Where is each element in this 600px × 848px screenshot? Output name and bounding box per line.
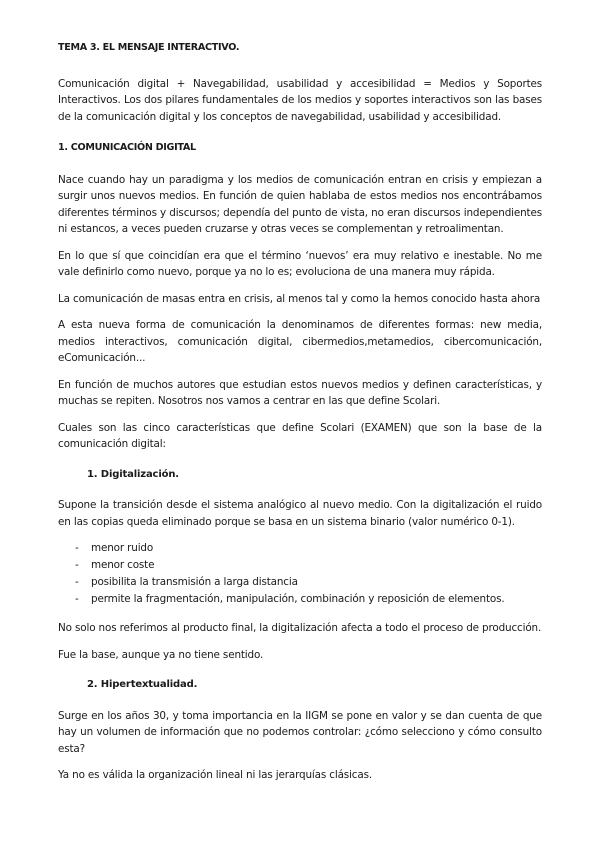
paragraph-base: Fue la base, aunque ya no tiene sentido.	[58, 648, 264, 661]
bullet-dash: -	[75, 593, 79, 605]
paragraph-nace: Nace cuando hay un paradigma y los medios de comunicación entran en crisis y empiezan a surgir unos nuevos medios. En función de quien hablaba de estos medios nos encontrábamos diferentes términos y discursos; dependía del punto de vista, no eran discursos independientes ni estancos, a veces pueden cruzarse y otras veces se complementan y retroalimentan.	[58, 173, 542, 235]
paragraph-autores: En función de muchos autores que estudian estos nuevos medios y definen características, y muchas se repiten. Nosotros nos vamos a centrar en las que define Scolari.	[58, 378, 542, 407]
list-item-text: permite la fragmentación, manipulación, combinación y reposición de elementos.	[91, 593, 505, 605]
paragraph-surge: Surge en los años 30, y toma importancia en la IIGM se pone en valor y se dan cuenta de que hay un volumen de información que no podemos controlar: ¿cómo selecciono y cómo consulto esta?	[58, 709, 542, 755]
bullet-dash: -	[75, 559, 79, 571]
paragraph-digitalizacion-intro: Supone la transición desde el sistema analógico al nuevo medio. Con la digitalización el ruido en las copias queda eliminado porque se basa en un sistema binario (valor numérico 0-1).	[58, 499, 542, 528]
paragraph-nuevos: En lo que sí que coincidían era que el término ‘nuevos’ era muy relativo e inestable. No me vale definirlo como nuevo, porque ya no lo es; evoluciona de una manera muy rápida.	[58, 249, 542, 278]
paragraph-organizacion: Ya no es válida la organización lineal ni las jerarquías clásicas.	[58, 769, 372, 781]
paragraph-masas: La comunicación de masas entra en crisis, al menos tal y como la hemos conocido hasta ahora	[58, 292, 541, 305]
subheading-digitalizacion: 1. Digitalización.	[87, 468, 179, 480]
paragraph-formas: A esta nueva forma de comunicación la denominamos de diferentes formas: new media, medios interactivos, comunicación digital, cibermedios,metamedios, cibercomunicación, eComunicación...	[58, 319, 542, 364]
list-item-text: menor coste	[91, 559, 155, 571]
subheading-hipertextualidad: 2. Hipertextualidad.	[87, 679, 198, 690]
section-heading-comunicacion-digital: 1. COMUNICACIÓN DIGITAL	[58, 142, 196, 153]
bullet-dash: -	[75, 576, 79, 588]
paragraph-proceso: No solo nos referimos al producto final, la digitalización afecta a todo el proceso de producción.	[58, 622, 542, 634]
paragraph-caracteristicas: Cuales son las cinco características que define Scolari (EXAMEN) que son la base de la comunicación digital:	[58, 421, 542, 450]
digitalizacion-bullet-list	[58, 540, 542, 608]
list-item	[58, 591, 542, 608]
list-item	[58, 574, 542, 591]
list-item	[58, 540, 542, 557]
document-title: TEMA 3. EL MENSAJE INTERACTIVO.	[58, 42, 240, 53]
list-item-text: posibilita la transmisión a larga distancia	[91, 576, 298, 588]
list-item-text: menor ruido	[91, 542, 154, 554]
intro-paragraph: Comunicación digital + Navegabilidad, usabilidad y accesibilidad = Medios y Soportes Interactivos. Los dos pilares fundamentales de los medios y soportes interactivos son las bases de la comunicación digital y los conceptos de navegabilidad, usabilidad y accesibilidad.	[58, 77, 542, 123]
list-item	[58, 557, 542, 574]
bullet-dash: -	[75, 542, 79, 554]
